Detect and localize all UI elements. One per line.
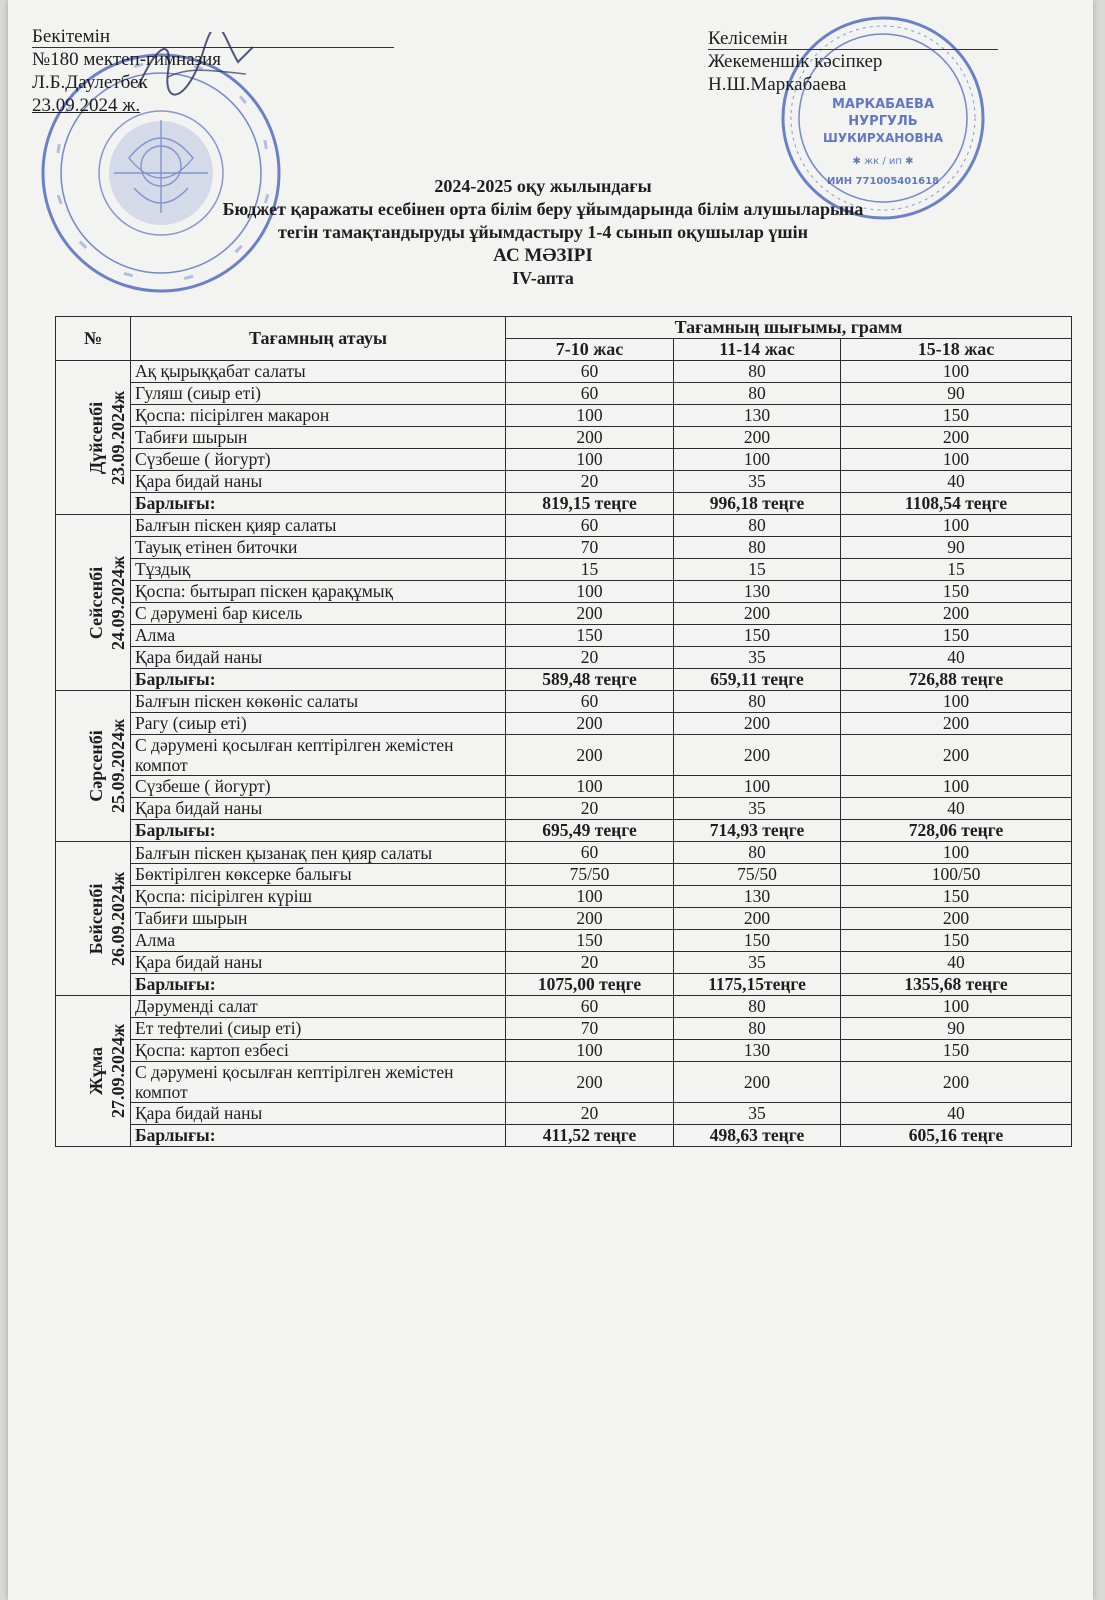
table-row	[56, 361, 1072, 383]
dish-name: Рагу (сиыр еті)	[131, 713, 506, 735]
yield-15-18: 100/50	[841, 864, 1072, 886]
stamp-name-line1: МАРКАБАЕВА	[831, 97, 935, 112]
yield-15-18: 150	[841, 405, 1072, 427]
table-row	[56, 908, 1072, 930]
age-7-10-header: 7-10 жас	[506, 339, 674, 361]
yield-11-14: 130	[674, 581, 841, 603]
dish-name: С дәрумені қосылған кептірілген жемістен компот	[131, 735, 506, 776]
table-row	[56, 735, 1072, 776]
total-row	[56, 493, 1072, 515]
yield-15-18: 200	[841, 603, 1072, 625]
age-11-14-header: 11-14 жас	[674, 339, 841, 361]
table-row	[56, 1040, 1072, 1062]
total-label: Барлығы:	[131, 493, 506, 515]
yield-15-18: 100	[841, 361, 1072, 383]
total-price-7-10: 411,52 теңге	[506, 1125, 674, 1147]
day-cell	[56, 515, 131, 691]
table-row	[56, 864, 1072, 886]
table-row	[56, 427, 1072, 449]
agreement-block	[708, 27, 882, 96]
table-row	[56, 383, 1072, 405]
total-price-11-14: 1175,15теңге	[674, 974, 841, 996]
yield-15-18: 100	[841, 776, 1072, 798]
dish-name: Балғын піскен қызанақ пен қияр салаты	[131, 842, 506, 864]
yield-7-10: 100	[506, 581, 674, 603]
yield-7-10: 150	[506, 930, 674, 952]
yield-15-18: 100	[841, 449, 1072, 471]
dish-name: Сүзбеше ( йогурт)	[131, 449, 506, 471]
table-row	[56, 405, 1072, 427]
yield-11-14: 80	[674, 537, 841, 559]
yield-15-18: 90	[841, 1018, 1072, 1040]
col-yield-header: Тағамның шығымы, грамм	[506, 317, 1072, 339]
title-menu: АС МӘЗІРІ	[493, 245, 593, 266]
yield-11-14: 80	[674, 361, 841, 383]
approval-block	[32, 25, 221, 117]
title-line-3: тегін тамақтандыруды ұйымдастыру 1-4 сынып оқушылар үшін	[278, 222, 808, 242]
yield-7-10: 20	[506, 952, 674, 974]
total-price-11-14: 996,18 теңге	[674, 493, 841, 515]
dish-name: Ет тефтелиі (сиыр еті)	[131, 1018, 506, 1040]
approve-date: 23.09.2024 ж.	[32, 95, 141, 116]
yield-11-14: 35	[674, 1103, 841, 1125]
table-row	[56, 842, 1072, 864]
table-row	[56, 603, 1072, 625]
menu-table	[55, 316, 1072, 1147]
yield-7-10: 60	[506, 383, 674, 405]
title-week: IV-апта	[512, 268, 574, 288]
dish-name: Гуляш (сиыр еті)	[131, 383, 506, 405]
total-price-7-10: 695,49 теңге	[506, 820, 674, 842]
agree-signature-line	[708, 49, 998, 50]
table-row	[56, 996, 1072, 1018]
table-row	[56, 691, 1072, 713]
table-row	[56, 537, 1072, 559]
yield-7-10: 70	[506, 537, 674, 559]
yield-7-10: 100	[506, 405, 674, 427]
col-number-header: №	[56, 317, 131, 361]
dish-name: Балғын піскен көкөніс салаты	[131, 691, 506, 713]
yield-15-18: 40	[841, 471, 1072, 493]
yield-15-18: 150	[841, 886, 1072, 908]
title-line-1: 2024-2025 оқу жылындағы	[434, 176, 652, 196]
total-price-15-18: 605,16 теңге	[841, 1125, 1072, 1147]
yield-15-18: 40	[841, 1103, 1072, 1125]
yield-7-10: 100	[506, 776, 674, 798]
document-sheet	[8, 0, 1093, 1600]
yield-7-10: 20	[506, 1103, 674, 1125]
total-price-15-18: 726,88 теңге	[841, 669, 1072, 691]
yield-11-14: 15	[674, 559, 841, 581]
agree-role: Жекеменшік кәсіпкер	[708, 51, 883, 72]
yield-7-10: 100	[506, 886, 674, 908]
dish-name: Дәруменді салат	[131, 996, 506, 1018]
yield-7-10: 60	[506, 515, 674, 537]
yield-11-14: 80	[674, 515, 841, 537]
dish-name: Табиғи шырын	[131, 908, 506, 930]
table-row	[56, 581, 1072, 603]
yield-7-10: 100	[506, 1040, 674, 1062]
yield-7-10: 60	[506, 842, 674, 864]
day-date: 27.09.2024ж	[108, 1023, 129, 1119]
yield-7-10: 75/50	[506, 864, 674, 886]
yield-11-14: 35	[674, 647, 841, 669]
yield-11-14: 130	[674, 886, 841, 908]
dish-name: Қара бидай наны	[131, 647, 506, 669]
header-row	[56, 317, 1072, 339]
yield-15-18: 150	[841, 625, 1072, 647]
yield-7-10: 200	[506, 1062, 674, 1103]
dish-name: Табиғи шырын	[131, 427, 506, 449]
dish-name: Сүзбеше ( йогурт)	[131, 776, 506, 798]
yield-7-10: 200	[506, 908, 674, 930]
yield-7-10: 20	[506, 647, 674, 669]
yield-15-18: 100	[841, 996, 1072, 1018]
table-row	[56, 713, 1072, 735]
total-price-11-14: 498,63 теңге	[674, 1125, 841, 1147]
day-date: 25.09.2024ж	[108, 718, 129, 814]
table-row	[56, 647, 1072, 669]
day-date: 24.09.2024ж	[108, 555, 129, 650]
dish-name: Қоспа: бытырап піскен қарақұмық	[131, 581, 506, 603]
yield-11-14: 35	[674, 471, 841, 493]
day-date: 26.09.2024ж	[108, 871, 129, 966]
yield-11-14: 80	[674, 383, 841, 405]
yield-15-18: 200	[841, 735, 1072, 776]
yield-11-14: 200	[674, 603, 841, 625]
table-row	[56, 1018, 1072, 1040]
dish-name: С дәрумені қосылған кептірілген жемістен компот	[131, 1062, 506, 1103]
yield-11-14: 200	[674, 735, 841, 776]
total-label: Барлығы:	[131, 820, 506, 842]
yield-15-18: 200	[841, 713, 1072, 735]
total-price-11-14: 659,11 теңге	[674, 669, 841, 691]
yield-11-14: 35	[674, 952, 841, 974]
total-price-15-18: 1108,54 теңге	[841, 493, 1072, 515]
table-row	[56, 1103, 1072, 1125]
dish-name: С дәрумені бар кисель	[131, 603, 506, 625]
yield-7-10: 100	[506, 449, 674, 471]
yield-11-14: 150	[674, 625, 841, 647]
yield-7-10: 200	[506, 735, 674, 776]
yield-15-18: 40	[841, 952, 1072, 974]
dish-name: Алма	[131, 625, 506, 647]
yield-11-14: 100	[674, 449, 841, 471]
yield-11-14: 100	[674, 776, 841, 798]
total-price-7-10: 1075,00 теңге	[506, 974, 674, 996]
dish-name: Алма	[131, 930, 506, 952]
dish-name: Қоспа: пісірілген макарон	[131, 405, 506, 427]
yield-11-14: 130	[674, 405, 841, 427]
yield-7-10: 60	[506, 361, 674, 383]
yield-11-14: 200	[674, 1062, 841, 1103]
table-row	[56, 798, 1072, 820]
day-cell	[56, 691, 131, 842]
col-dish-header: Тағамның атауы	[131, 317, 506, 361]
yield-11-14: 75/50	[674, 864, 841, 886]
total-row	[56, 669, 1072, 691]
yield-15-18: 40	[841, 798, 1072, 820]
yield-15-18: 90	[841, 383, 1072, 405]
yield-7-10: 60	[506, 691, 674, 713]
table-row	[56, 625, 1072, 647]
table-row	[56, 776, 1072, 798]
dish-name: Тұздық	[131, 559, 506, 581]
total-row	[56, 974, 1072, 996]
table-row	[56, 930, 1072, 952]
dish-name: Қоспа: картоп езбесі	[131, 1040, 506, 1062]
approve-signature-line	[32, 47, 394, 48]
approve-label: Бекітемін	[32, 26, 111, 47]
yield-11-14: 130	[674, 1040, 841, 1062]
stamp-name-line3: ШУКИРХАНОВНА	[823, 131, 943, 145]
total-label: Барлығы:	[131, 974, 506, 996]
total-label: Барлығы:	[131, 669, 506, 691]
yield-15-18: 150	[841, 1040, 1072, 1062]
dish-name: Бөктірілген көксерке балығы	[131, 864, 506, 886]
yield-11-14: 200	[674, 713, 841, 735]
yield-7-10: 200	[506, 713, 674, 735]
age-15-18-header: 15-18 жас	[841, 339, 1072, 361]
yield-7-10: 200	[506, 427, 674, 449]
table-row	[56, 559, 1072, 581]
total-price-7-10: 819,15 теңге	[506, 493, 674, 515]
dish-name: Ақ қырыққабат салаты	[131, 361, 506, 383]
total-price-11-14: 714,93 теңге	[674, 820, 841, 842]
yield-11-14: 200	[674, 427, 841, 449]
yield-7-10: 20	[506, 471, 674, 493]
svg-text:✱ жк / ип ✱: ✱ жк / ип ✱	[852, 156, 914, 167]
yield-11-14: 200	[674, 908, 841, 930]
yield-15-18: 200	[841, 908, 1072, 930]
document-title	[68, 175, 1018, 290]
yield-7-10: 70	[506, 1018, 674, 1040]
yield-7-10: 20	[506, 798, 674, 820]
stamp-name-line2: НУРГУЛЬ	[848, 114, 918, 129]
agree-label: Келісемін	[708, 28, 788, 49]
yield-15-18: 100	[841, 691, 1072, 713]
yield-15-18: 15	[841, 559, 1072, 581]
table-row	[56, 1062, 1072, 1103]
day-cell	[56, 996, 131, 1147]
yield-11-14: 150	[674, 930, 841, 952]
yield-15-18: 90	[841, 537, 1072, 559]
table-row	[56, 515, 1072, 537]
yield-11-14: 80	[674, 842, 841, 864]
day-name: Сейсенбі	[86, 566, 107, 639]
table-row	[56, 886, 1072, 908]
total-row	[56, 1125, 1072, 1147]
day-name: Дүйсенбі	[86, 401, 107, 474]
yield-15-18: 150	[841, 581, 1072, 603]
day-cell	[56, 361, 131, 515]
dish-name: Қара бидай наны	[131, 471, 506, 493]
yield-11-14: 80	[674, 691, 841, 713]
yield-15-18: 200	[841, 427, 1072, 449]
agree-person: Н.Ш.Маркабаева	[708, 74, 847, 95]
day-cell	[56, 842, 131, 996]
dish-name: Қоспа: пісірілген күріш	[131, 886, 506, 908]
dish-name: Қара бидай наны	[131, 798, 506, 820]
yield-7-10: 60	[506, 996, 674, 1018]
table-row	[56, 952, 1072, 974]
table-row	[56, 449, 1072, 471]
dish-name: Қара бидай наны	[131, 1103, 506, 1125]
dish-name: Балғын піскен қияр салаты	[131, 515, 506, 537]
stamp-iin: ИИН 771005401618	[826, 176, 940, 187]
yield-7-10: 150	[506, 625, 674, 647]
dish-name: Тауық етінен биточки	[131, 537, 506, 559]
yield-15-18: 150	[841, 930, 1072, 952]
day-date: 23.09.2024ж	[108, 390, 129, 485]
dish-name: Қара бидай наны	[131, 952, 506, 974]
approve-person: Л.Б.Даулетбек	[32, 72, 148, 93]
approve-school: №180 мектеп-гимназия	[32, 49, 222, 70]
day-name: Бейсенбі	[86, 883, 107, 954]
yield-15-18: 100	[841, 515, 1072, 537]
total-price-15-18: 1355,68 теңге	[841, 974, 1072, 996]
yield-11-14: 80	[674, 1018, 841, 1040]
yield-11-14: 80	[674, 996, 841, 1018]
day-name: Жұма	[86, 1047, 107, 1095]
day-name: Сәрсенбі	[86, 730, 107, 802]
yield-11-14: 35	[674, 798, 841, 820]
yield-15-18: 100	[841, 842, 1072, 864]
yield-7-10: 15	[506, 559, 674, 581]
total-price-15-18: 728,06 теңге	[841, 820, 1072, 842]
yield-15-18: 200	[841, 1062, 1072, 1103]
total-row	[56, 820, 1072, 842]
title-line-2: Бюджет қаражаты есебінен орта білім беру ұйымдарында білім алушыларына	[222, 199, 864, 219]
total-price-7-10: 589,48 теңге	[506, 669, 674, 691]
total-label: Барлығы:	[131, 1125, 506, 1147]
yield-15-18: 40	[841, 647, 1072, 669]
yield-7-10: 200	[506, 603, 674, 625]
table-row	[56, 471, 1072, 493]
